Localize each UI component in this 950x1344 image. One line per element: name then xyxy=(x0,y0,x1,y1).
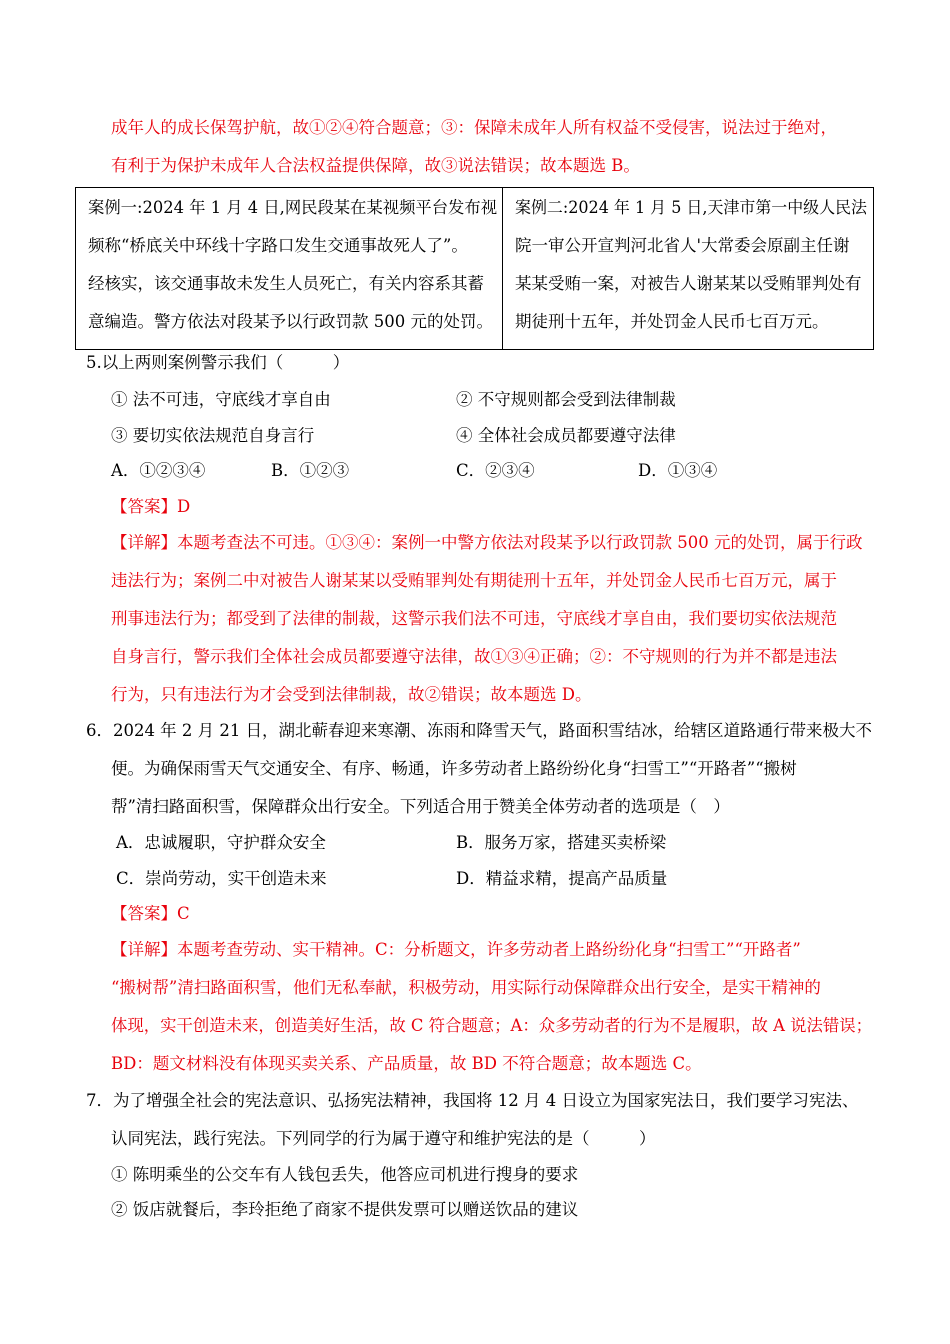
question-6-stem: 6．2024 年 2 月 21 日，湖北蕲春迎来寒潮、冻雨和降雪天气，路面积雪结冰，给辖区道路通行带来极大不 xyxy=(86,721,873,740)
q5-detail-line: 【详解】本题考查法不可违。①③④：案例一中警方依法对段某予以行政罚款 500 元的处罚，属于行政 xyxy=(111,533,863,552)
q6-detail-line: 体现，实干创造未来，创造美好生活，故 C 符合题意；A：众多劳动者的行为不是履职，故 A 说法错误； xyxy=(111,1016,873,1035)
q5-detail-line: 刑事违法行为；都受到了法律的制裁，这警示我们法不可违，守底线才享自由，我们要切实依法规范 xyxy=(111,609,837,628)
q5-option-c: C．②③④ xyxy=(456,461,535,480)
q6-detail-line: 【详解】本题考查劳动、实干精神。C：分析题文，许多劳动者上路纷纷化身“扫雪工”“开路者” xyxy=(111,940,801,959)
case-one-line: 案例一:2024 年 1 月 4 日,网民段某在某视频平台发布视 xyxy=(88,198,498,217)
question-5-stem: 5.以上两则案例警示我们（ ） xyxy=(86,353,350,372)
q6-answer: 【答案】C xyxy=(111,904,190,923)
q5-item: ③ 要切实依法规范自身言行 xyxy=(111,426,315,445)
q6-option-d: D．精益求精，提高产品质量 xyxy=(456,869,668,888)
q5-item: ② 不守规则都会受到法律制裁 xyxy=(456,390,676,409)
case-one-cell xyxy=(76,188,503,349)
case-two-cell xyxy=(503,188,873,349)
question-7-stem: 认同宪法，践行宪法。下列同学的行为属于遵守和维护宪法的是（ ） xyxy=(111,1129,656,1148)
q5-detail-line: 违法行为；案例二中对被告人谢某某以受贿罪判处有期徒刑十五年，并处罚金人民币七百万元，属于 xyxy=(111,571,837,590)
case-one-line: 意编造。警方依法对段某予以行政罚款 500 元的处罚。 xyxy=(88,312,493,331)
q7-item: ② 饭店就餐后，李玲拒绝了商家不提供发票可以赠送饮品的建议 xyxy=(111,1200,579,1219)
case-two-line: 某某受贿一案，对被告人谢某某以受贿罪判处有 xyxy=(515,274,862,293)
q5-answer: 【答案】D xyxy=(111,497,191,516)
q6-option-c: C．崇尚劳动，实干创造未来 xyxy=(116,869,327,888)
q5-item: ① 法不可违，守底线才享自由 xyxy=(111,390,331,409)
q5-detail-line: 自身言行，警示我们全体社会成员都要遵守法律，故①③④正确；②：不守规则的行为并不都是违法 xyxy=(111,647,837,666)
case-two-line: 期徒刑十五年，并处罚金人民币七百万元。 xyxy=(515,312,829,331)
q6-option-b: B．服务万家，搭建买卖桥梁 xyxy=(456,833,667,852)
question-6-stem: 帮”清扫路面积雪，保障群众出行安全。下列适合用于赞美全体劳动者的选项是（ ） xyxy=(111,797,730,816)
case-one-line: 频称“桥底关中环线十字路口发生交通事故死人了”。 xyxy=(88,236,468,255)
case-two-line: 院一审公开宣判河北省人'大常委会原副主任谢 xyxy=(515,236,850,255)
case-one-line: 经核实，该交通事故未发生人员死亡，有关内容系其蓄 xyxy=(88,274,484,293)
q6-detail-line: BD：题文材料没有体现买卖关系、产品质量，故 BD 不符合题意；故本题选 C。 xyxy=(111,1054,702,1073)
question-7-stem: 7．为了增强全社会的宪法意识、弘扬宪法精神，我国将 12 月 4 日设立为国家宪法日，我们要学习宪法、 xyxy=(86,1091,859,1110)
explanation-line: 成年人的成长保驾护航，故①②④符合题意；③：保障未成年人所有权益不受侵害，说法过于绝对， xyxy=(111,118,837,137)
q5-option-a: A．①②③④ xyxy=(111,461,206,480)
case-table xyxy=(75,187,874,350)
q6-option-a: A．忠诚履职，守护群众安全 xyxy=(116,833,326,852)
q6-detail-line: “搬树帮”清扫路面积雪，他们无私奉献，积极劳动，用实际行动保障群众出行安全，是实干精神的 xyxy=(111,978,821,997)
case-two-line: 案例二:2024 年 1 月 5 日,天津市第一中级人民法 xyxy=(515,198,868,217)
explanation-line: 有利于为保护未成年人合法权益提供保障，故③说法错误；故本题选 B。 xyxy=(111,156,640,175)
q5-item: ④ 全体社会成员都要遵守法律 xyxy=(456,426,676,445)
q5-option-d: D．①③④ xyxy=(638,461,718,480)
q5-detail-line: 行为，只有违法行为才会受到法律制裁，故②错误；故本题选 D。 xyxy=(111,685,592,704)
q7-item: ① 陈明乘坐的公交车有人钱包丢失，他答应司机进行搜身的要求 xyxy=(111,1165,579,1184)
q5-option-b: B．①②③ xyxy=(271,461,350,480)
question-6-stem: 便。为确保雨雪天气交通安全、有序、畅通，许多劳动者上路纷纷化身“扫雪工”“开路者”“搬树 xyxy=(111,759,797,778)
